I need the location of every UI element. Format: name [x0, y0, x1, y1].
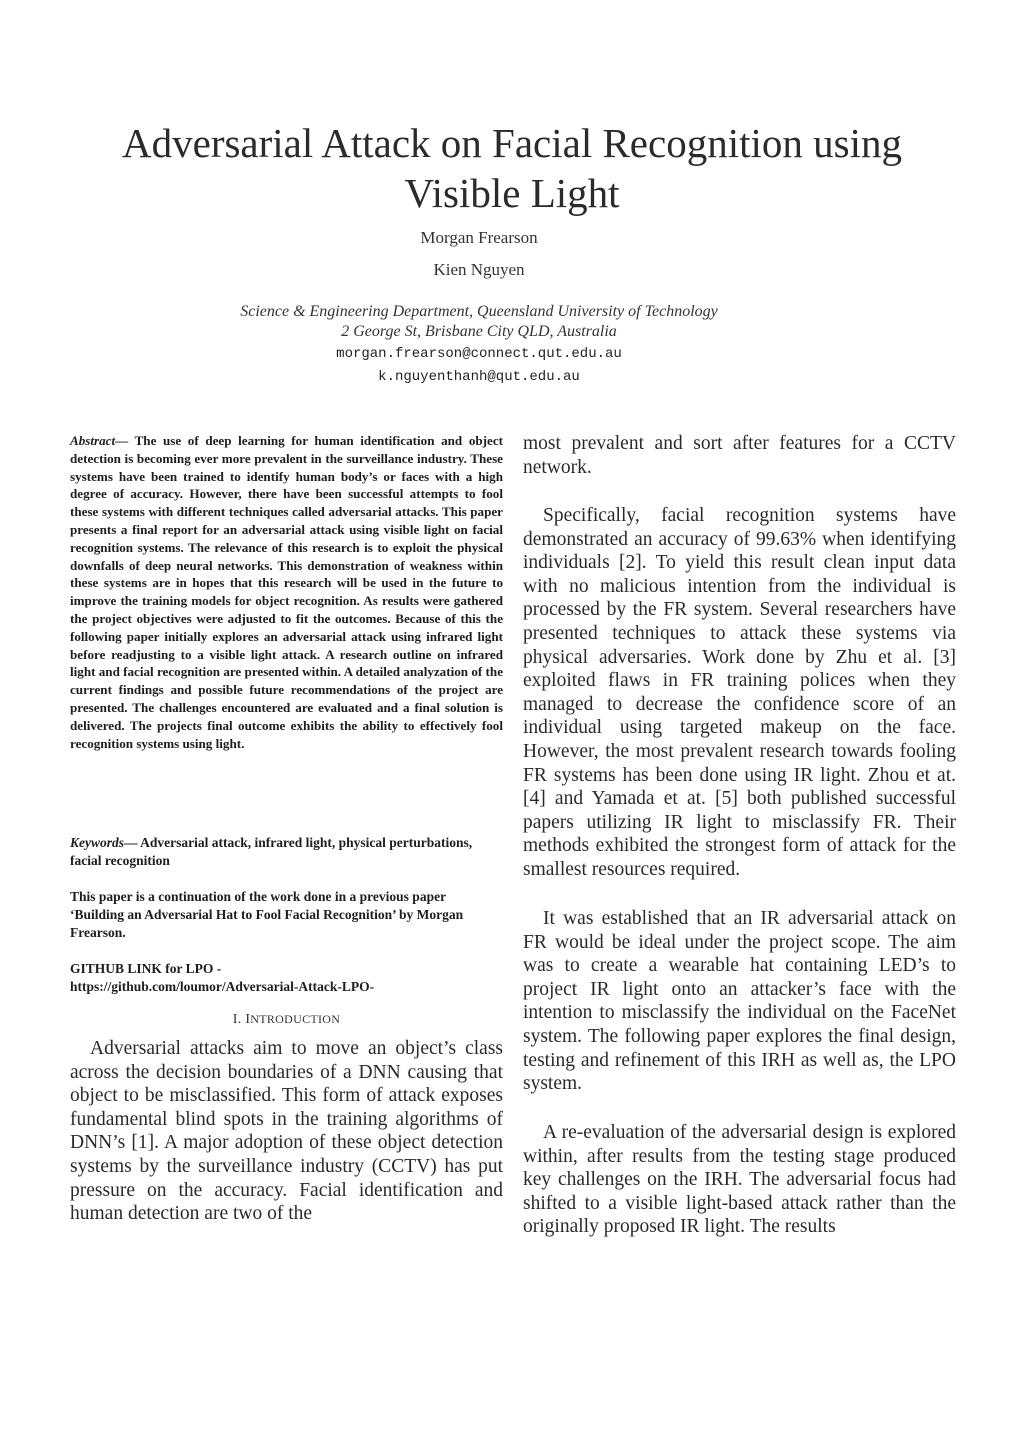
right-paragraph-1 — [523, 432, 956, 479]
keywords-label: Keywords — [70, 835, 124, 850]
email-1: morgan.frearson@connect.qut.edu.au — [336, 346, 622, 362]
intro-paragraph — [70, 1037, 503, 1226]
right-p1-text: most prevalent and sort after features for a CCTV network. — [523, 433, 956, 478]
section-number: I. — [232, 1012, 242, 1027]
intro-text: Adversarial attacks aim to move an object’s class across the decision boundaries of a DNN causing that object to be misclassified. This form of attack exposes fundamental blind spots in the training algorithms of DNN’s [1]. A major adoption of these object detection systems by the surveillance industry (CCTV) has put pressure on the accuracy. Facial identification and human detection are two of the — [70, 1038, 503, 1225]
github-link[interactable]: https://github.com/loumor/Adversarial-Attack-LPO- — [70, 979, 375, 994]
abstract-text: — The use of deep learning for human identification and object detection is becoming ever more prevalent in the surveillance industry. These systems have been trained to identify human body’s or faces with a high degree of accuracy. However, there have been successful attempts to fool these systems with different techniques called adversarial attacks. This paper presents a final report for an adversarial attack using visible light on facial recognition systems. The relevance of this research is to exploit the physical downfalls of deep neural networks. This demonstration of weakness within these systems are in hopes that this research will be used in the future to improve the training models for object recognition. As results were gathered the project objectives were adjusted to fit the outcomes. Because of this the following paper initially explores an adversarial attack using infrared light before readjusting to a visible light attack. A research outline on infrared light and facial recognition are presented within. A detailed analyzation of the current findings and possible future recommendations of the project are presented. The challenges encountered are evaluated and a final solution is delivered. The projects final outcome exhibits the ability to effectively fool recognition systems using light. — [70, 433, 503, 751]
continuation-note: This paper is a continuation of the work done in a previous paper ‘Building an Adversarial Hat to Fool Facial Recognition’ by Morgan Frearson. — [70, 889, 464, 940]
github-block — [70, 960, 503, 996]
affiliation-line-1: Science & Engineering Department, Queensland University of Technology — [240, 303, 718, 320]
right-paragraph-3 — [523, 907, 956, 1096]
author-2: Kien Nguyen — [433, 260, 525, 279]
section-title-first: I — [245, 1012, 251, 1027]
affiliation-line-2: 2 George St, Brisbane City QLD, Australia — [341, 323, 617, 340]
section-title-rest: NTRODUCTION — [250, 1012, 341, 1026]
right-p2-text: Specifically, facial recognition systems have demonstrated an accuracy of 99.63% when identifying individuals [2]. To yield this result clean input data with no malicious intention from the individual is processed by the FR system. Several researchers have presented techniques to attack these systems via physical adversaries. Work done by Zhu et al. [3] exploited flaws in FR training polices when they managed to decrease the confidence score of an individual using targeted makeup on the face. However, the most prevalent research towards fooling FR systems has been done using IR light. Zhou et at. [4] and Yamada et at. [5] both published successful papers utilizing IR light to misclassify FR. Their methods exhibited the strongest form of attack for the smallest resources required. — [523, 505, 956, 880]
right-paragraph-2 — [523, 504, 956, 882]
section-heading-introduction — [70, 1012, 503, 1028]
right-p3-text: It was established that an IR adversarial attack on FR would be ideal under the project scope. The aim was to create a wearable hat containing LED’s to project IR light onto an attacker’s face with the intention to misclassify the individual on the FaceNet system. The following paper explores the final design, testing and refinement of this IRH as well as, the LPO system. — [523, 908, 956, 1095]
github-label: GITHUB LINK for LPO - — [70, 961, 222, 976]
paper-title: Adversarial Attack on Facial Recognition using Visible Light — [122, 120, 902, 216]
keywords — [70, 834, 503, 870]
email-2: k.nguyenthanh@qut.edu.au — [378, 369, 580, 385]
right-paragraph-4 — [523, 1121, 956, 1239]
author-1: Morgan Frearson — [420, 228, 538, 247]
keywords-text: — Adversarial attack, infrared light, physical perturbations, facial recognition — [70, 835, 473, 868]
right-p4-text: A re-evaluation of the adversarial design is explored within, after results from the testing stage produced key challenges on the IRH. The adversarial focus had shifted to a visible light-based attack rather than the originally proposed IR light. The results — [523, 1122, 956, 1238]
abstract-label: Abstract — [70, 433, 116, 448]
abstract — [70, 432, 503, 752]
